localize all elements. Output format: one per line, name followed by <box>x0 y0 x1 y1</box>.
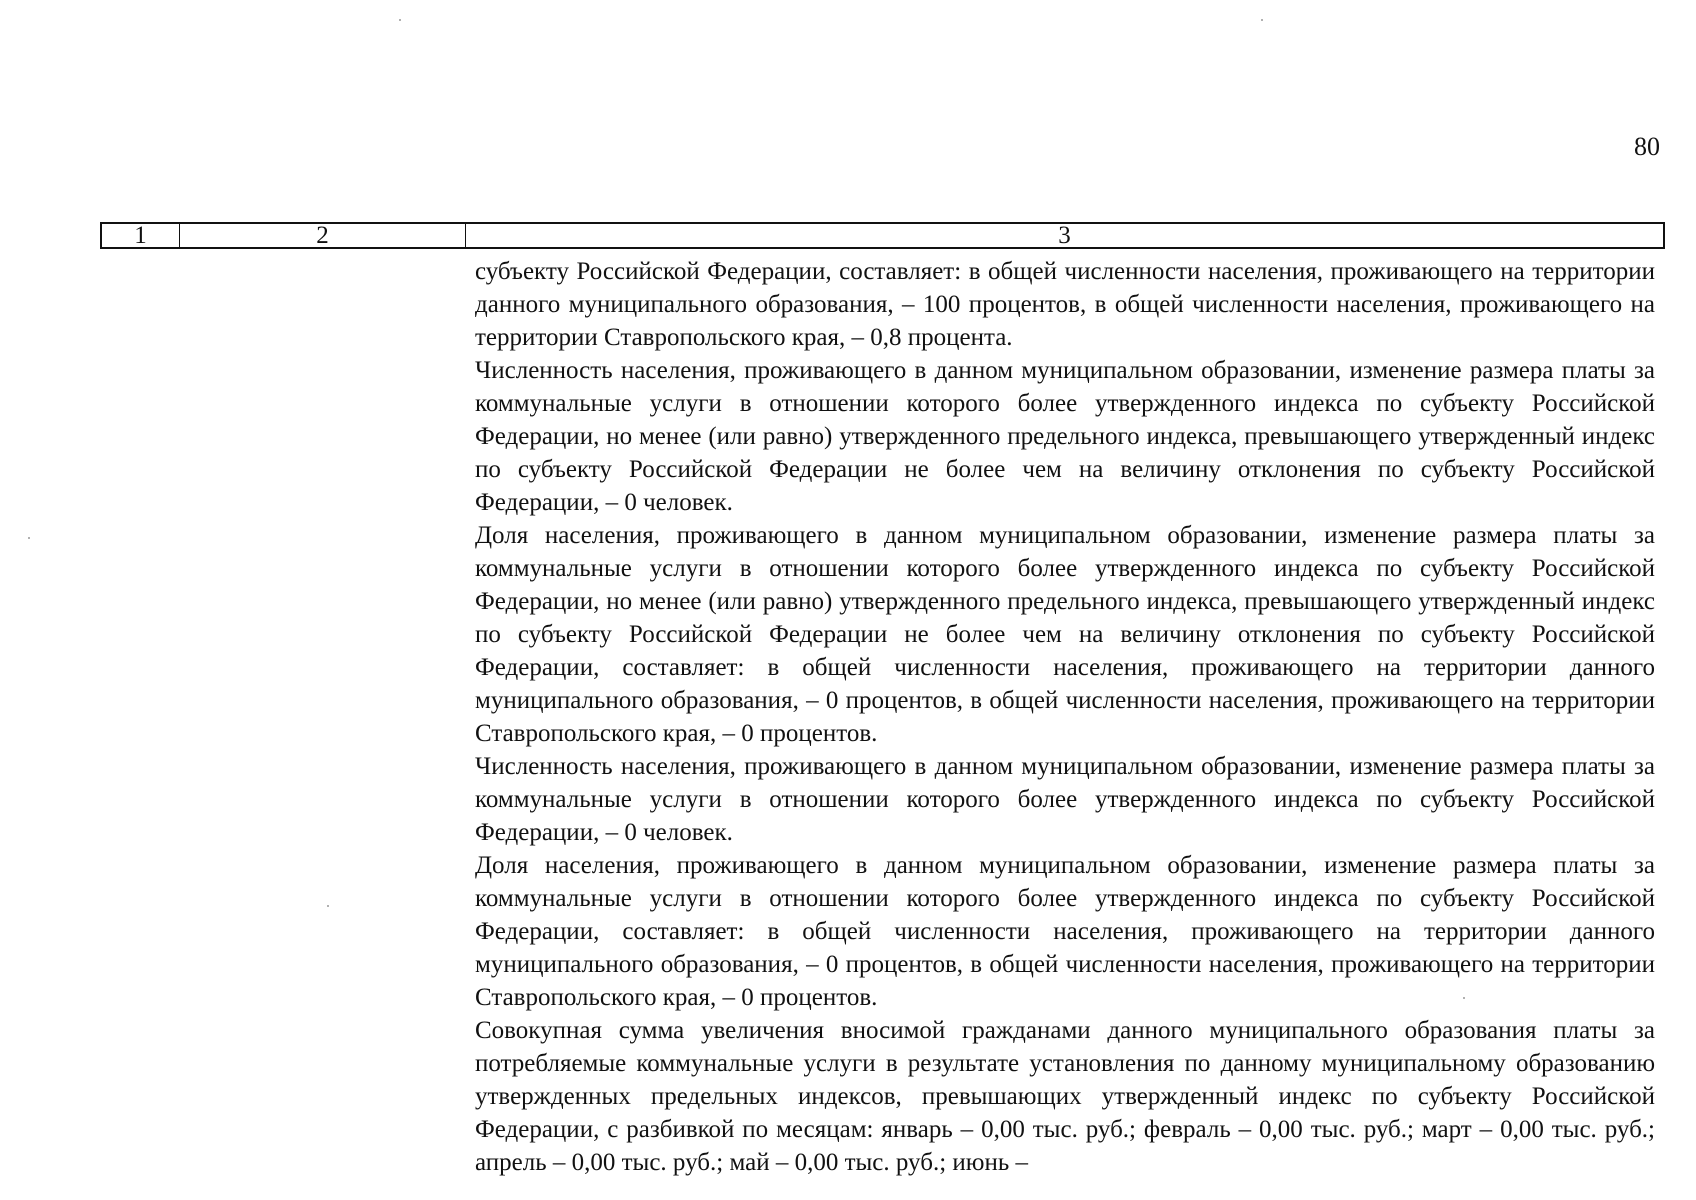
paragraph: Доля населения, проживающего в данном муниципальном образовании, изменение размера платы за коммунальные услуги в отношении которого более утвержденного индекса по субъекту Российской Федерации, но менее (или равно) утвержденного предельного индекса, превышающего утвержденный индекс по субъекту Российской Федерации не более чем на величину отклонения по субъекту Российской Федерации, составляет: в общей численности населения, проживающего на территории данного муниципального образования, – 0 процентов, в общей численности населения, проживающего на территории Ставропольского края, – 0 процентов. <box>475 522 1655 747</box>
table-header-col-2: 2 <box>180 224 466 247</box>
scan-speck <box>399 19 401 21</box>
scan-speck <box>28 537 30 539</box>
scan-speck <box>1261 19 1263 21</box>
paragraph: Численность населения, проживающего в данном муниципальном образовании, изменение размера платы за коммунальные услуги в отношении которого более утвержденного индекса по субъекту Российской Федерации, но менее (или равно) утвержденного предельного индекса, превышающего утвержденный индекс по субъекту Российской Федерации не более чем на величину отклонения по субъекту Российской Федерации, – 0 человек. <box>475 357 1655 516</box>
table-header-col-3: 3 <box>1058 222 1071 249</box>
paragraph: субъекту Российской Федерации, составляет: в общей численности населения, проживающего на территории данного муниципального образования, – 100 процентов, в общей численности населения, проживающего на территории Ставропольского края, – 0,8 процента. <box>475 258 1655 351</box>
scan-speck <box>1463 997 1465 999</box>
paragraph: Совокупная сумма увеличения вносимой гражданами данного муниципального образования платы за потребляемые коммунальные услуги в результате установления по данному муниципальному образованию утвержденных предельных индексов, превышающих утвержденный индекс по субъекту Российской Федерации, с разбивкой по месяцам: январь – 0,00 тыс. руб.; февраль – 0,00 тыс. руб.; март – 0,00 тыс. руб.; апрель – 0,00 тыс. руб.; май – 0,00 тыс. руб.; июнь – <box>475 1017 1655 1176</box>
page-number: 80 <box>1634 132 1660 161</box>
scan-speck <box>327 905 329 907</box>
table-cell-col-3-text <box>475 255 1655 1179</box>
table-header-row <box>100 222 1665 249</box>
paragraph: Численность населения, проживающего в данном муниципальном образовании, изменение размера платы за коммунальные услуги в отношении которого более утвержденного индекса по субъекту Российской Федерации, – 0 человек. <box>475 753 1655 846</box>
table-header-col-1: 1 <box>102 224 180 247</box>
paragraph: Доля населения, проживающего в данном муниципальном образовании, изменение размера платы за коммунальные услуги в отношении которого более утвержденного индекса по субъекту Российской Федерации, составляет: в общей численности населения, проживающего на территории данного муниципального образования, – 0 процентов, в общей численности населения, проживающего на территории Ставропольского края, – 0 процентов. <box>475 852 1655 1011</box>
